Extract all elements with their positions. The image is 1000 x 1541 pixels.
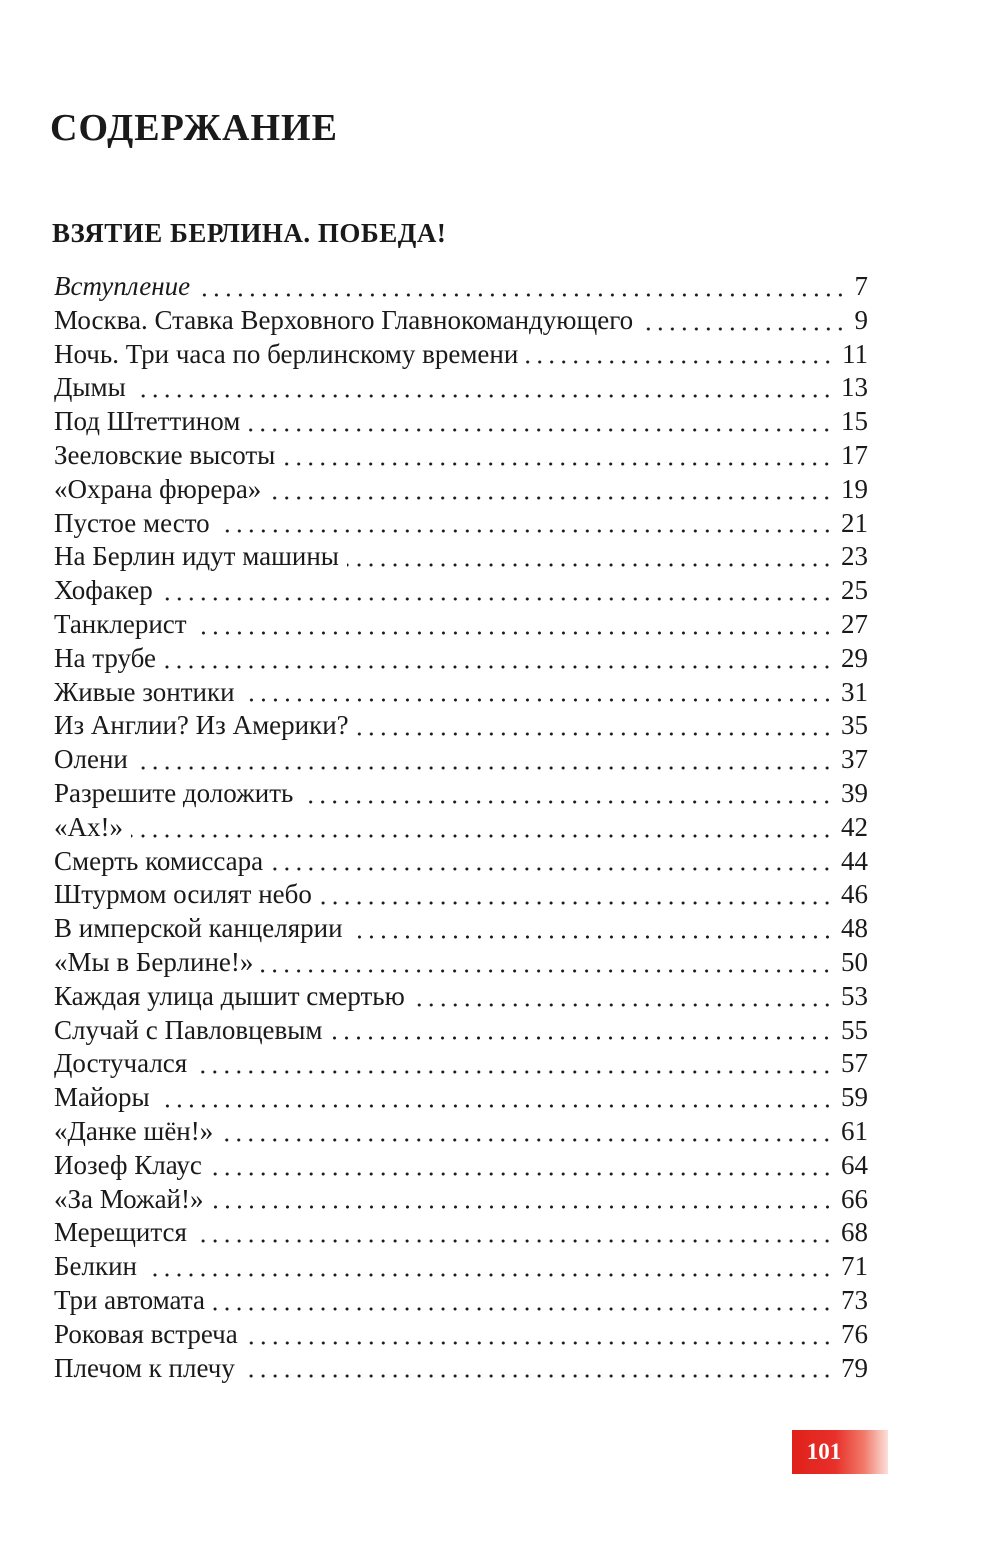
toc-entry-page: 19: [841, 473, 868, 504]
toc-entry-title: Из Англии? Из Америки?: [54, 710, 349, 741]
dot-leader: [161, 597, 833, 601]
dot-leader: [198, 293, 846, 297]
toc-entry-page: 66: [841, 1183, 868, 1214]
section-title: ВЗЯТИЕ БЕРЛИНА. ПОБЕДА!: [52, 218, 447, 248]
toc-entry-page: 61: [841, 1115, 868, 1146]
toc-entry: [54, 608, 868, 642]
toc-entry-title: Ночь. Три часа по берлинскому времени: [54, 338, 519, 369]
toc-entry-title: Плечом к плечу: [54, 1352, 235, 1383]
dot-leader: [347, 563, 833, 567]
toc-entry-page: 11: [842, 338, 868, 369]
dot-leader: [301, 800, 833, 804]
toc-entry: [54, 405, 868, 439]
toc-entry-title: «Охрана фюрера»: [54, 473, 262, 504]
dot-leader: [283, 462, 833, 466]
toc-entry: [54, 1352, 868, 1386]
toc-entry-title: Зееловские высоты: [54, 439, 276, 470]
toc-entry: [54, 811, 868, 845]
toc-entry: [54, 709, 868, 743]
toc-entry: [54, 439, 868, 473]
dot-leader: [158, 1104, 833, 1108]
toc-entry-page: 53: [841, 980, 868, 1011]
toc-entry-page: 37: [841, 744, 868, 775]
toc-entry: [54, 946, 868, 980]
toc-entry-page: 17: [841, 439, 868, 470]
toc-entry-title: Мерещится: [54, 1217, 187, 1248]
dot-leader: [195, 631, 833, 635]
toc-entry-title: Белкин: [54, 1251, 137, 1282]
dot-leader: [330, 1036, 833, 1040]
dot-leader: [195, 1239, 833, 1243]
toc-entry-page: 50: [841, 946, 868, 977]
toc-entry-title: Штурмом осилят небо: [54, 879, 312, 910]
toc-entry: [54, 912, 868, 946]
toc-entry-title: Достучался: [54, 1048, 188, 1079]
dot-leader: [271, 867, 833, 871]
toc-entry: [54, 743, 868, 777]
toc-entry-title: Случай с Павловцевым: [54, 1014, 323, 1045]
toc-entry: [54, 1081, 868, 1115]
toc-entry: [54, 540, 868, 574]
toc-entry: [54, 338, 868, 372]
toc-entry-page: 15: [841, 406, 868, 437]
toc-entry-title: На Берлин идут машины: [54, 541, 339, 572]
toc-entry: [54, 980, 868, 1014]
toc-entry-page: 73: [841, 1284, 868, 1315]
toc-entry-title: «Ах!»: [54, 811, 123, 842]
dot-leader: [526, 360, 834, 364]
toc-entry: [54, 371, 868, 405]
toc-entry-title: Олени: [54, 744, 128, 775]
toc-entry-page: 46: [841, 879, 868, 910]
toc-entry-title: Роковая встреча: [54, 1318, 238, 1349]
toc-entry-page: 71: [841, 1251, 868, 1282]
toc-entry-page: 79: [841, 1352, 868, 1383]
toc-entry-page: 21: [841, 507, 868, 538]
toc-entry: [54, 777, 868, 811]
toc-entry: [54, 473, 868, 507]
dot-leader: [413, 1003, 833, 1007]
dot-leader: [351, 935, 833, 939]
page-number: 101: [806, 1439, 842, 1464]
dot-leader: [261, 969, 833, 973]
toc-entry-title: Хофакер: [54, 575, 153, 606]
toc-entry-title: На трубе: [54, 642, 157, 673]
toc-entry-page: 29: [841, 642, 868, 673]
toc-entry-page: 31: [841, 676, 868, 707]
toc-entry: [54, 1250, 868, 1284]
toc-entry: [54, 1284, 868, 1318]
toc-entry-title: Вступление: [54, 271, 191, 301]
toc-entry-title: Дымы: [54, 372, 126, 403]
toc-entry: [54, 642, 868, 676]
dot-leader: [134, 394, 833, 398]
dot-leader: [243, 698, 833, 702]
toc-entry: [54, 1014, 868, 1048]
dot-leader: [213, 1307, 833, 1311]
toc-entry: [54, 1183, 868, 1217]
dot-leader: [131, 834, 833, 838]
toc-entry: [54, 1318, 868, 1352]
toc-entry-title: «Мы в Берлине!»: [54, 946, 254, 977]
toc-entry: [54, 676, 868, 710]
table-of-contents: [54, 270, 868, 1385]
dot-leader: [357, 732, 833, 736]
toc-entry-page: 42: [841, 811, 868, 842]
toc-entry: [54, 574, 868, 608]
toc-entry: [54, 507, 868, 541]
toc-entry-page: 57: [841, 1048, 868, 1079]
toc-entry: [54, 878, 868, 912]
toc-entry-page: 48: [841, 913, 868, 944]
toc-entry-page: 27: [841, 608, 868, 639]
toc-entry-page: 59: [841, 1082, 868, 1113]
toc-entry-title: «За Можай!»: [54, 1183, 204, 1214]
dot-leader: [248, 428, 833, 432]
toc-entry: [54, 1149, 868, 1183]
dot-leader: [164, 665, 833, 669]
page-title: СОДЕРЖАНИЕ: [50, 107, 338, 149]
toc-entry-title: Живые зонтики: [54, 676, 235, 707]
toc-entry-page: 35: [841, 710, 868, 741]
toc-entry-title: Иозеф Клаус: [54, 1149, 202, 1180]
toc-entry-page: 25: [841, 575, 868, 606]
dot-leader: [246, 1341, 833, 1345]
toc-entry-page: 44: [841, 845, 868, 876]
toc-entry: [54, 270, 868, 304]
toc-entry-page: 7: [854, 271, 868, 301]
toc-entry-title: Майоры: [54, 1082, 150, 1113]
toc-entry: [54, 1047, 868, 1081]
toc-entry-title: Смерть комиссара: [54, 845, 264, 876]
dot-leader: [641, 327, 846, 331]
dot-leader: [243, 1374, 833, 1378]
dot-leader: [221, 1138, 833, 1142]
toc-entry-title: Москва. Ставка Верховного Главнокомандующего: [54, 304, 634, 335]
toc-entry-page: 68: [841, 1217, 868, 1248]
dot-leader: [218, 529, 833, 533]
dot-leader: [212, 1205, 833, 1209]
dot-leader: [269, 496, 833, 500]
toc-entry-title: В имперской канцелярии: [54, 913, 343, 944]
toc-entry: [54, 1216, 868, 1250]
toc-entry-title: Три автомата: [54, 1284, 205, 1315]
dot-leader: [136, 766, 833, 770]
toc-entry-title: Разрешите доложить: [54, 777, 294, 808]
dot-leader: [210, 1172, 833, 1176]
toc-entry-page: 76: [841, 1318, 868, 1349]
toc-entry-page: 39: [841, 777, 868, 808]
toc-entry-page: 55: [841, 1014, 868, 1045]
toc-entry-title: Под Штеттином: [54, 406, 241, 437]
toc-entry-page: 9: [854, 304, 868, 335]
toc-entry-title: Танклерист: [54, 608, 187, 639]
toc-entry-title: Пустое место: [54, 507, 210, 538]
page-number-tab: [792, 1430, 888, 1474]
toc-entry: [54, 304, 868, 338]
dot-leader: [145, 1273, 833, 1277]
toc-entry-page: 13: [841, 372, 868, 403]
toc-entry-title: «Данке шён!»: [54, 1115, 214, 1146]
toc-entry-title: Каждая улица дышит смертью: [54, 980, 405, 1011]
toc-entry: [54, 1115, 868, 1149]
toc-entry-page: 64: [841, 1149, 868, 1180]
toc-entry: [54, 845, 868, 879]
dot-leader: [195, 1070, 833, 1074]
dot-leader: [320, 901, 833, 905]
toc-entry-page: 23: [841, 541, 868, 572]
